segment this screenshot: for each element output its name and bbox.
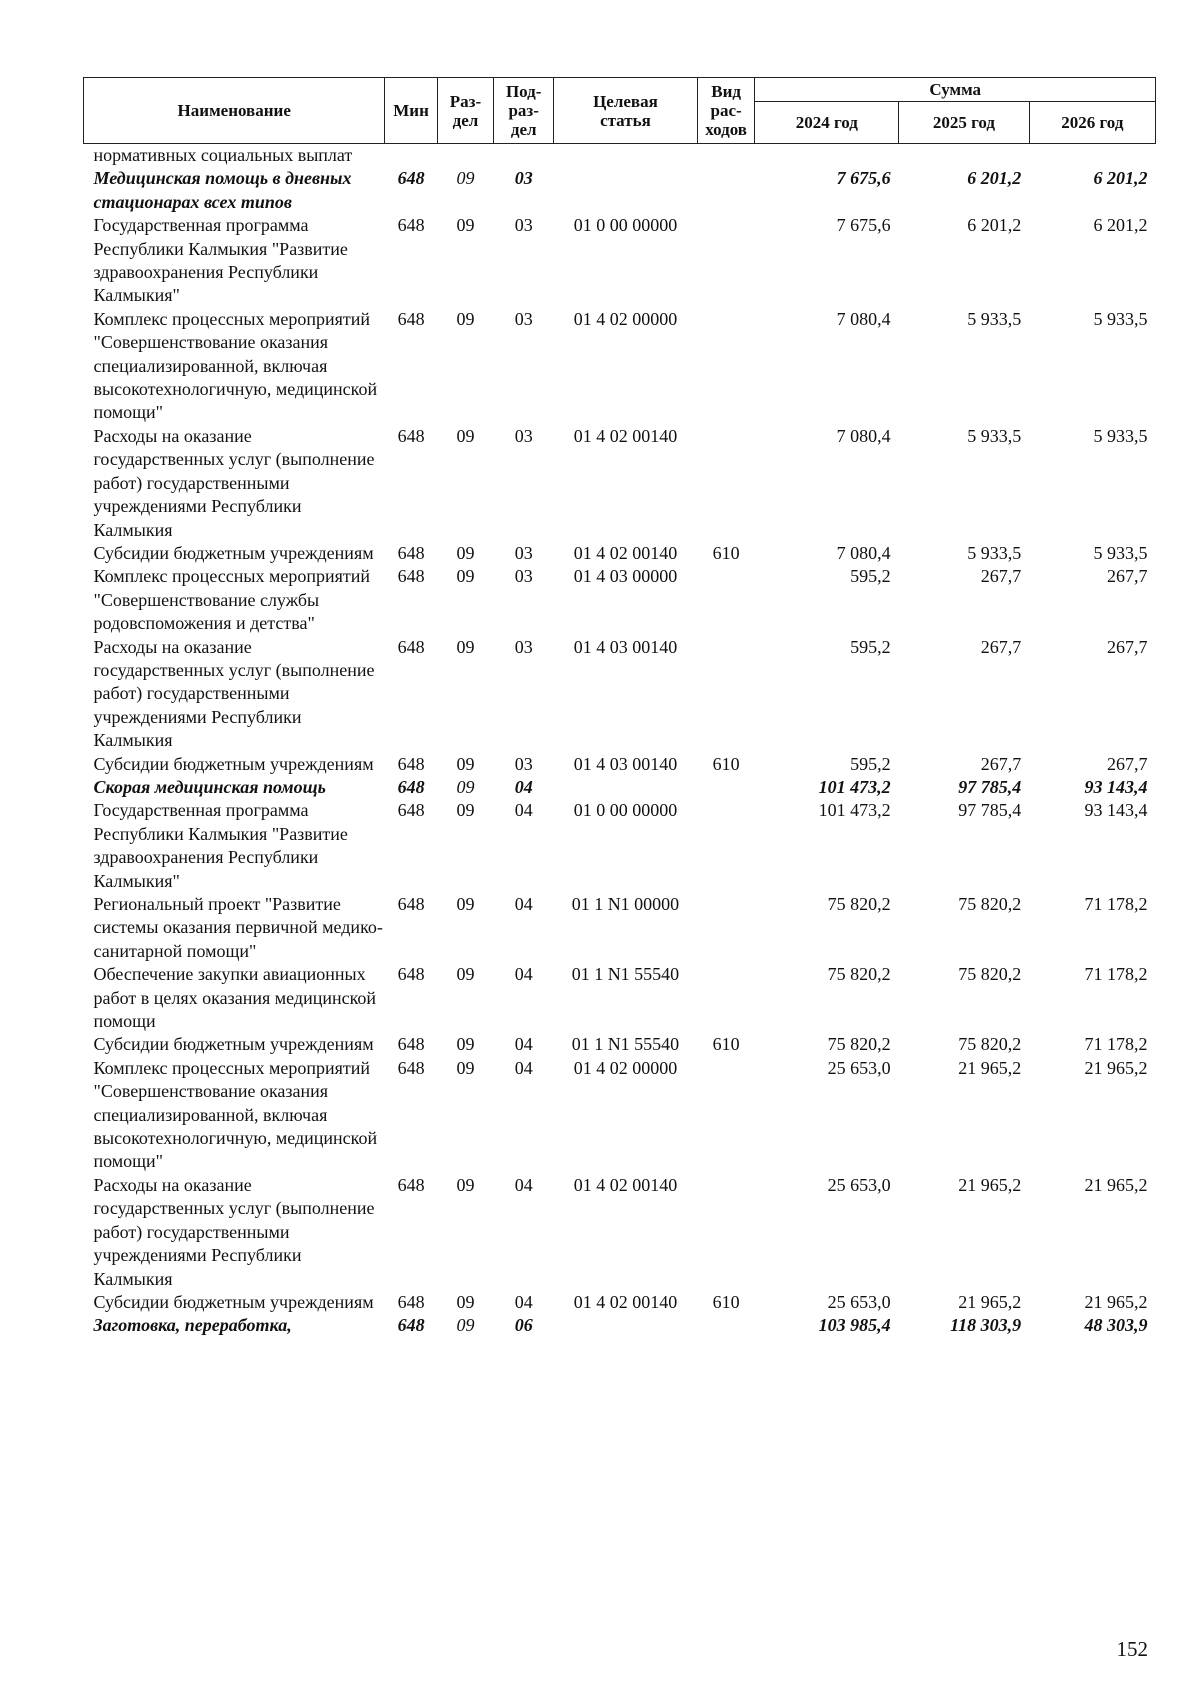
cell-name: Медицинская помощь в дневных стационарах всех типов (93, 168, 352, 212)
cell-sum-2026: 21 965,2 (1084, 1057, 1148, 1078)
cell-sum-2024: 595,2 (850, 636, 891, 657)
cell-vid: 610 (712, 753, 740, 774)
cell-sum-2025: 21 965,2 (958, 1057, 1022, 1078)
cell-sum-2025: 5 933,5 (967, 308, 1022, 329)
cell-sum-2024: 75 820,2 (827, 964, 891, 985)
cell-vid: 610 (712, 1034, 740, 1055)
cell-name: Комплекс процессных мероприятий "Совершенствование службы родовспоможения и детства" (93, 566, 371, 634)
page-number: 152 (1116, 1637, 1148, 1661)
cell-name: Скорая медицинская помощь (93, 776, 326, 797)
cell-min: 648 (397, 1291, 425, 1312)
cell-min: 648 (397, 753, 425, 774)
cell-podrazdel: 06 (514, 1315, 533, 1336)
cell-sum-2024: 7 675,6 (836, 215, 891, 236)
table-row (84, 144, 1156, 168)
cell-vid (697, 893, 755, 963)
cell-min: 648 (397, 894, 425, 914)
cell-sum-2026: 71 178,2 (1084, 894, 1148, 914)
cell-razdel (437, 144, 494, 168)
cell-podrazdel: 04 (514, 800, 533, 821)
cell-sum-2024: 25 653,0 (827, 1057, 891, 1078)
cell-sum-2024: 75 820,2 (827, 894, 891, 914)
cell-statya: 01 1 N1 55540 (571, 964, 680, 985)
cell-statya: 01 4 02 00000 (573, 308, 678, 329)
cell-vid: 610 (712, 1291, 740, 1312)
cell-statya (554, 1314, 698, 1337)
cell-name: Заготовка, переработка, (93, 1315, 292, 1336)
cell-razdel: 09 (456, 425, 475, 446)
cell-sum-2026: 267,7 (1107, 566, 1148, 587)
cell-razdel: 09 (456, 753, 475, 774)
cell-sum-2024: 595,2 (850, 566, 891, 587)
cell-sum-2024: 7 080,4 (836, 308, 891, 329)
cell-name: нормативных социальных выплат (93, 145, 353, 165)
cell-statya: 01 4 02 00140 (573, 542, 678, 563)
cell-sum-2025 (899, 144, 1030, 168)
cell-statya: 01 0 00 00000 (573, 215, 678, 236)
cell-podrazdel: 03 (514, 542, 533, 563)
cell-min: 648 (397, 1315, 425, 1336)
cell-sum-2024: 7 080,4 (836, 425, 891, 446)
header-podrazdel-line: раз- (508, 101, 539, 120)
cell-sum-2024: 101 473,2 (818, 800, 891, 821)
table-row (84, 1033, 1156, 1056)
header-statya-line: Целевая (593, 91, 658, 111)
cell-vid: 610 (712, 542, 740, 563)
cell-sum-2025: 6 201,2 (967, 215, 1022, 236)
cell-podrazdel: 03 (514, 753, 533, 774)
cell-sum-2026: 267,7 (1107, 753, 1148, 774)
cell-min: 648 (397, 800, 425, 821)
cell-sum-2026: 21 965,2 (1084, 1291, 1148, 1312)
cell-sum-2024: 103 985,4 (818, 1315, 891, 1336)
cell-sum-2025: 97 785,4 (958, 800, 1022, 821)
cell-min: 648 (397, 1034, 425, 1055)
header-statya-line: статья (600, 110, 651, 130)
header-razdel-line: дел (452, 110, 479, 130)
cell-sum-2025: 75 820,2 (958, 964, 1022, 985)
cell-statya (554, 167, 698, 214)
cell-sum-2025: 21 965,2 (958, 1291, 1022, 1312)
cell-razdel: 09 (456, 1315, 475, 1336)
cell-sum-2026: 6 201,2 (1093, 215, 1148, 236)
cell-razdel: 09 (456, 636, 475, 657)
cell-vid (697, 1174, 755, 1291)
cell-statya: 01 4 02 00140 (573, 425, 678, 446)
cell-min: 648 (397, 308, 425, 329)
cell-vid (697, 799, 755, 893)
cell-statya: 01 1 N1 00000 (571, 894, 680, 914)
cell-razdel: 09 (456, 1034, 475, 1055)
table-row (84, 963, 1156, 1033)
cell-sum-2025: 267,7 (980, 753, 1022, 774)
cell-sum-2025: 75 820,2 (958, 894, 1022, 914)
cell-sum-2024: 25 653,0 (827, 1174, 891, 1195)
cell-statya: 01 4 02 00140 (573, 1174, 678, 1195)
table-row (84, 542, 1156, 565)
cell-name: Комплекс процессных мероприятий "Совершенствование оказания специализированной, включая высокотехнологичную, медицинской помощи" (93, 1057, 378, 1172)
cell-statya: 01 4 03 00000 (573, 566, 678, 587)
cell-vid (697, 214, 755, 308)
cell-razdel: 09 (456, 1291, 475, 1312)
cell-sum-2025: 267,7 (980, 566, 1022, 587)
cell-razdel: 09 (456, 308, 475, 329)
cell-name: Субсидии бюджетным учреждениям (93, 1291, 374, 1312)
table-body (84, 144, 1156, 1338)
cell-sum-2025: 118 303,9 (950, 1315, 1022, 1336)
cell-podrazdel: 04 (514, 964, 533, 985)
cell-podrazdel: 03 (514, 215, 533, 236)
cell-name: Обеспечение закупки авиационных работ в целях оказания медицинской помощи (93, 964, 377, 1032)
cell-sum-2026: 93 143,4 (1084, 776, 1148, 797)
table-row (84, 1314, 1156, 1337)
cell-podrazdel: 04 (514, 1057, 533, 1078)
cell-min: 648 (397, 964, 425, 985)
table-row (84, 893, 1156, 963)
header-vid (697, 78, 755, 144)
table-row (84, 167, 1156, 214)
cell-min: 648 (397, 168, 425, 189)
cell-vid (697, 636, 755, 753)
cell-min: 648 (397, 425, 425, 446)
cell-statya: 01 4 03 00140 (573, 753, 678, 774)
table-row (84, 636, 1156, 753)
cell-podrazdel: 04 (514, 776, 533, 797)
cell-name: Государственная программа Республики Калмыкия "Развитие здравоохранения Республики Калмыкия" (93, 800, 348, 891)
cell-sum-2024: 7 080,4 (836, 542, 891, 563)
table-row (84, 214, 1156, 308)
cell-razdel: 09 (456, 168, 475, 189)
cell-sum-2024: 101 473,2 (818, 776, 891, 797)
header-razdel-line: Раз- (449, 91, 482, 111)
cell-razdel: 09 (456, 215, 475, 236)
cell-sum-2026: 71 178,2 (1084, 964, 1148, 985)
cell-podrazdel: 03 (514, 636, 533, 657)
cell-min: 648 (397, 776, 425, 797)
cell-vid (697, 308, 755, 425)
cell-razdel: 09 (456, 964, 475, 985)
cell-podrazdel: 04 (514, 894, 533, 914)
cell-razdel: 09 (456, 542, 475, 563)
cell-sum-2025: 5 933,5 (967, 425, 1022, 446)
cell-podrazdel: 03 (514, 308, 533, 329)
budget-table-sheet (83, 77, 1156, 1338)
cell-sum-2026: 5 933,5 (1093, 425, 1148, 446)
cell-name: Субсидии бюджетным учреждениям (93, 1034, 374, 1055)
cell-podrazdel: 04 (514, 1291, 533, 1312)
cell-vid (697, 565, 755, 635)
cell-podrazdel: 03 (514, 566, 533, 587)
table-row (84, 425, 1156, 542)
cell-sum-2026: 48 303,9 (1084, 1315, 1148, 1336)
header-year-2024: 2024 год (755, 102, 899, 144)
cell-name: Комплекс процессных мероприятий "Совершенствование оказания специализированной, включая высокотехнологичную, медицинской помощи" (93, 308, 378, 423)
cell-statya (554, 144, 698, 168)
cell-min: 648 (397, 1174, 425, 1195)
header-summa: Сумма (755, 78, 1156, 102)
cell-sum-2025: 267,7 (980, 636, 1022, 657)
cell-sum-2025: 6 201,2 (967, 168, 1022, 189)
table-row (84, 308, 1156, 425)
table-row (84, 1291, 1156, 1314)
cell-min: 648 (397, 542, 425, 563)
cell-vid (697, 1057, 755, 1174)
header-podrazdel-line: Под- (505, 82, 542, 101)
cell-statya: 01 4 03 00140 (573, 636, 678, 657)
cell-statya (554, 776, 698, 799)
cell-sum-2024: 7 675,6 (836, 168, 891, 189)
header-year-2026: 2026 год (1029, 102, 1155, 144)
table-row (84, 753, 1156, 776)
cell-statya: 01 1 N1 55540 (571, 1034, 680, 1055)
cell-name: Региональный проект "Развитие системы оказания первичной медико-санитарной помощи" (93, 894, 383, 961)
cell-sum-2026: 93 143,4 (1084, 800, 1148, 821)
cell-statya: 01 4 02 00140 (573, 1291, 678, 1312)
cell-sum-2025: 75 820,2 (958, 1034, 1022, 1055)
cell-min: 648 (397, 566, 425, 587)
cell-statya: 01 0 00 00000 (573, 800, 678, 821)
cell-sum-2024: 75 820,2 (827, 1034, 891, 1055)
cell-razdel: 09 (456, 1174, 475, 1195)
cell-sum-2026: 267,7 (1107, 636, 1148, 657)
cell-min: 648 (397, 215, 425, 236)
cell-name: Субсидии бюджетным учреждениям (93, 542, 374, 563)
cell-vid (697, 425, 755, 542)
cell-podrazdel: 04 (514, 1174, 533, 1195)
header-year-2025: 2025 год (899, 102, 1030, 144)
cell-name: Субсидии бюджетным учреждениям (93, 753, 374, 774)
cell-statya: 01 4 02 00000 (573, 1057, 678, 1078)
table-row (84, 776, 1156, 799)
header-razdel (437, 78, 494, 144)
cell-sum-2025: 21 965,2 (958, 1174, 1022, 1195)
cell-sum-2024 (755, 144, 899, 168)
cell-sum-2026: 6 201,2 (1093, 168, 1148, 189)
table-row (84, 1057, 1156, 1174)
cell-vid (697, 1314, 755, 1337)
cell-min (385, 144, 437, 168)
header-name: Наименование (84, 78, 385, 144)
cell-sum-2024: 595,2 (850, 753, 891, 774)
cell-sum-2026: 5 933,5 (1093, 308, 1148, 329)
cell-razdel: 09 (456, 1057, 475, 1078)
table-row (84, 799, 1156, 893)
cell-vid (697, 144, 755, 168)
cell-name: Расходы на оказание государственных услуг (выполнение работ) государственными учреждениями Республики Калмыкия (93, 636, 375, 751)
cell-name: Государственная программа Республики Калмыкия "Развитие здравоохранения Республики Калмыкия" (93, 215, 348, 306)
budget-table (83, 77, 1156, 1338)
cell-sum-2026: 71 178,2 (1084, 1034, 1148, 1055)
cell-podrazdel: 03 (514, 168, 533, 189)
cell-razdel: 09 (456, 800, 475, 821)
cell-podrazdel: 03 (514, 425, 533, 446)
table-row (84, 565, 1156, 635)
header-min: Мин (385, 78, 437, 144)
cell-name: Расходы на оказание государственных услуг (выполнение работ) государственными учреждениями Республики Калмыкия (93, 1174, 375, 1289)
cell-min: 648 (397, 636, 425, 657)
cell-sum-2026 (1029, 144, 1155, 168)
cell-vid (697, 776, 755, 799)
cell-sum-2025: 97 785,4 (958, 776, 1022, 797)
cell-razdel: 09 (456, 894, 475, 914)
table-header (84, 78, 1156, 144)
header-vid-line: Вид (711, 82, 741, 101)
cell-razdel: 09 (456, 566, 475, 587)
header-podrazdel (494, 78, 554, 144)
cell-name: Расходы на оказание государственных услуг (выполнение работ) государственными учреждениями Республики Калмыкия (93, 425, 375, 540)
header-vid-line: рас- (710, 101, 742, 120)
table-row (84, 1174, 1156, 1291)
cell-sum-2026: 21 965,2 (1084, 1174, 1148, 1195)
cell-razdel: 09 (456, 776, 475, 797)
header-vid-line: ходов (705, 120, 747, 139)
cell-sum-2024: 25 653,0 (827, 1291, 891, 1312)
cell-podrazdel (494, 144, 554, 168)
cell-vid (697, 963, 755, 1033)
header-statya (554, 78, 698, 144)
cell-podrazdel: 04 (514, 1034, 533, 1055)
cell-sum-2026: 5 933,5 (1093, 542, 1148, 563)
header-podrazdel-line: дел (510, 120, 537, 139)
cell-sum-2025: 5 933,5 (967, 542, 1022, 563)
cell-vid (697, 167, 755, 214)
cell-min: 648 (397, 1057, 425, 1078)
